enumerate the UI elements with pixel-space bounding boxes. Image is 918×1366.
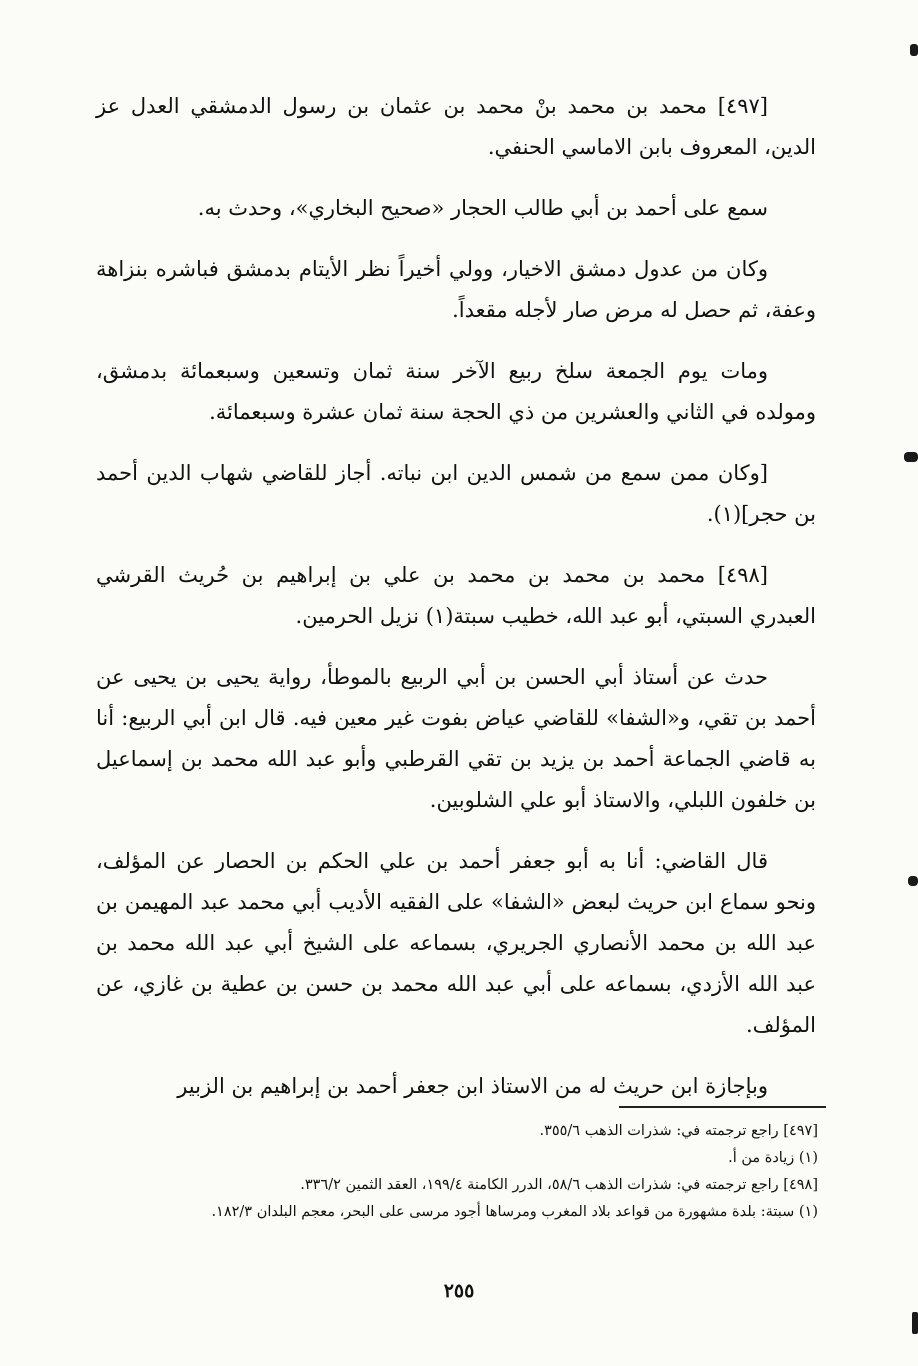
paragraph: سمع على أحمد بن أبي طالب الحجار «صحيح البخاري»، وحدث به. <box>197 196 768 220</box>
paragraph: حدث عن أستاذ أبي الحسن بن أبي الربيع بالموطأ، رواية يحيى بن يحيى عن أحمد بن تقي، و«الشفا» للقاضي عياض بفوت غير معين فيه. قال ابن أبي الربيع: أنا به قاضي الجماعة أحمد بن يزيد بن تقي القرطبي وأبو عبد الله محمد بن إسماعيل بن خلفون اللبلي، والاستاذ أبو علي الشلوبين. <box>96 665 816 812</box>
footnote: [٤٩٨] راجع ترجمته في: شذرات الذهب ٥٨/٦، الدرر الكامنة ١٩٩/٤، العقد الثمين ٣٣٦/٢. <box>300 1177 818 1193</box>
footnote: (١) سبتة: بلدة مشهورة من قواعد بلاد المغرب ومرساها أجود مرسى على البحر، معجم البلدان ١٨٢/٣. <box>211 1204 818 1220</box>
paragraph: وبإجازة ابن حريث له من الاستاذ ابن جعفر أحمد بن إبراهيم بن الزبير <box>177 1074 768 1098</box>
scan-edge-mark <box>908 876 918 886</box>
paragraph: [وكان ممن سمع من شمس الدين ابن نباته. أجاز للقاضي شهاب الدين أحمد بن حجر](١). <box>96 461 816 526</box>
scan-edge-mark <box>912 1312 918 1334</box>
paragraph: ومات يوم الجمعة سلخ ربيع الآخر سنة ثمان وتسعين وسبعمائة بدمشق، ومولده في الثاني والعشرين من ذي الحجة سنة ثمان عشرة وسبعمائة. <box>96 359 816 424</box>
footnote: [٤٩٧] راجع ترجمته في: شذرات الذهب ٣٥٥/٦. <box>539 1123 818 1139</box>
footnotes <box>96 1118 818 1226</box>
paragraph: وكان من عدول دمشق الاخيار، وولي أخيراً نظر الأيتام بدمشق فباشره بنزاهة وعفة، ثم حصل له مرض صار لأجله مقعداً. <box>96 257 816 322</box>
page-number: ٢٥٥ <box>443 1280 475 1302</box>
main-text <box>96 86 816 1127</box>
scan-edge-mark <box>910 44 918 56</box>
footnote-divider <box>619 1106 826 1108</box>
footnote: (١) زيادة من أ. <box>728 1150 818 1166</box>
entry-498-heading: [٤٩٨] محمد بن محمد بن محمد بن علي بن إبراهيم بن حُريث القرشي العبدري السبتي، أبو عبد الله، خطيب سبتة(١) نزيل الحرمين. <box>96 563 816 628</box>
paragraph: قال القاضي: أنا به أبو جعفر أحمد بن علي الحكم بن الحصار عن المؤلف، ونحو سماع ابن حريث لبعض «الشفا» على الفقيه الأديب أبي محمد عبد المهيمن بن عبد الله بن محمد الأنصاري الجريري، بسماعه على الشيخ أبي عبد الله محمد بن عبد الله الأزدي، بسماعه على أبي عبد الله محمد بن حسن بن عطية بن غازي، عن المؤلف. <box>96 849 816 1037</box>
entry-497-heading: [٤٩٧] محمد بن محمد بنْ محمد بن عثمان بن رسول الدمشقي العدل عز الدين، المعروف بابن الاماسي الحنفي. <box>96 94 816 159</box>
scan-edge-mark <box>904 452 918 462</box>
